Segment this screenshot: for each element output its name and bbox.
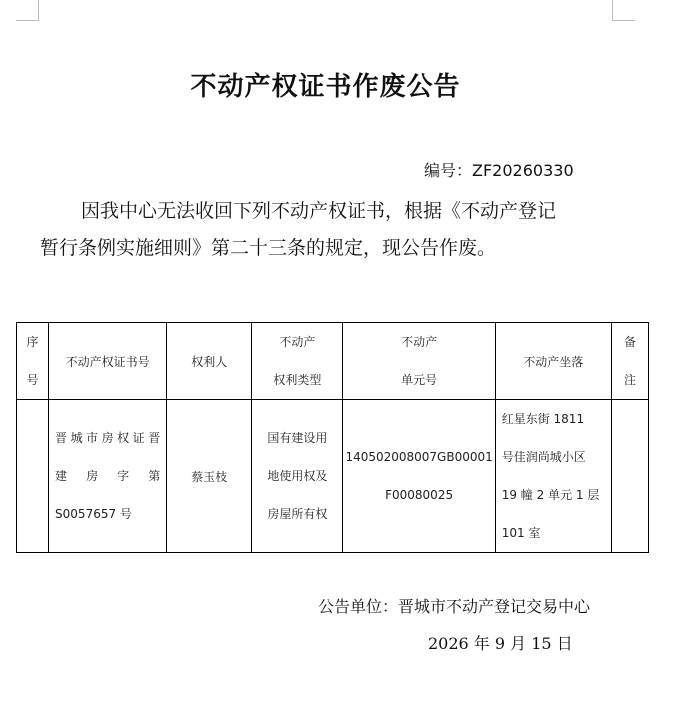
page-corner-mark-right [612,0,635,21]
certificate-table [16,322,649,553]
header-location: 不动产坐落 [495,323,611,400]
header-right-type: 不动产 权利类型 [252,323,343,400]
cell-location: 红星东街 1811 号佳润尚城小区 19 幢 2 单元 1 层 101 室 [495,400,611,553]
page-corner-mark-left [16,0,39,21]
cell-right-type: 国有建设用 地使用权及 房屋所有权 [252,400,343,553]
notice-date: 2026 年 9 月 15 日 [428,634,573,653]
table-header-row [17,323,649,400]
notice-issuer: 公告单位：晋城市不动产登记交易中心 [318,597,591,616]
notice-paragraph-line-1: 因我中心无法收回下列不动产权证书，根据《不动产登记 [81,200,557,222]
cell-seq [17,400,49,553]
table-row [17,400,649,553]
document-number [424,158,574,181]
notice-paragraph-line-2: 暂行条例实施细则》第二十三条的规定，现公告作废。 [40,237,497,259]
document-title: 不动产权证书作废公告 [190,72,461,102]
cell-cert-no: 晋城市房权证晋 建 房 字 第 S0057657 号 [49,400,167,553]
header-cert-no: 不动产权证书号 [49,323,167,400]
cell-holder: 蔡玉枝 [167,400,252,553]
document-number-label: 编号： [424,161,473,180]
cell-note [611,400,648,553]
header-holder: 权利人 [167,323,252,400]
header-note: 备 注 [611,323,648,400]
document-number-value: ZF20260330 [472,161,574,180]
header-seq: 序 号 [17,323,49,400]
header-unit-no: 不动产 单元号 [343,323,495,400]
cell-unit-no: 140502008007GB00001 F00080025 [343,400,495,553]
